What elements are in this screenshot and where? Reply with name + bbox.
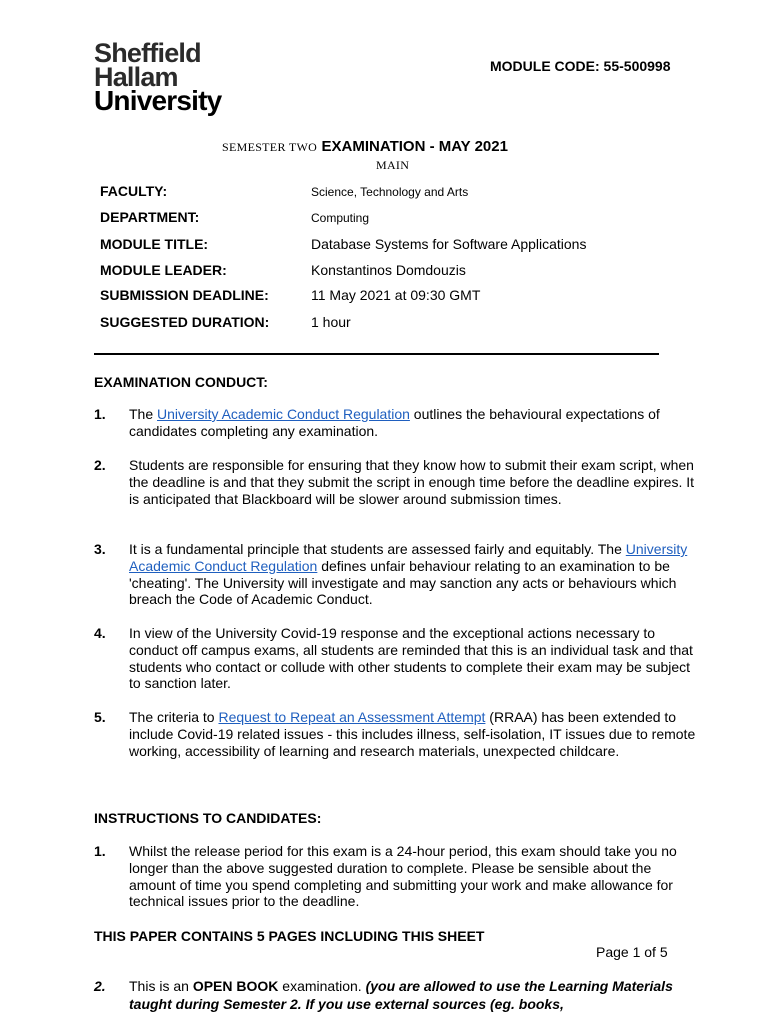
conduct-item-2-number: 2. [94, 457, 106, 473]
conduct-item-4-number: 4. [94, 625, 106, 641]
logo-line-sheffield: Sheffield [94, 38, 201, 68]
conduct-item-5-pre: The criteria to [129, 709, 219, 725]
exam-title: EXAMINATION - MAY 2021 [321, 138, 508, 155]
page-number: Page 1 of 5 [596, 944, 668, 960]
deadline-value: 11 May 2021 at 09:30 GMT [311, 287, 481, 303]
department-label: DEPARTMENT: [100, 209, 200, 225]
conduct-item-1-pre: The [129, 406, 158, 422]
instruction-item-1-text: Whilst the release period for this exam is a 24-hour period, this exam should take you no longer than the above suggested duration to complete. Please be sensible about the amount of time you spend completing and submitting your work and make allowance for technical issues prior to the deadline. [129, 843, 677, 910]
duration-value: 1 hour [311, 314, 351, 330]
deadline-label: SUBMISSION DEADLINE: [100, 287, 269, 303]
module-leader-value: Konstantinos Domdouzis [311, 262, 466, 278]
pages-note: THIS PAPER CONTAINS 5 PAGES INCLUDING THIS SHEET [94, 928, 485, 944]
duration-label: SUGGESTED DURATION: [100, 314, 270, 330]
conduct-item-5-text [129, 709, 699, 759]
conduct-section-title: EXAMINATION CONDUCT: [94, 374, 268, 390]
instruction-item-1-number: 1. [94, 843, 106, 859]
conduct-item-1-number: 1. [94, 406, 106, 422]
conduct-item-5-post: (RRAA) has been extended to include Covid-19 related issues - this includes illness, self-isolation, IT issues due to remote working, accessibility of learning and research materials, unexpected childcare. [129, 709, 696, 759]
instruction-item-2-number: 2. [94, 978, 106, 994]
module-title-label: MODULE TITLE: [100, 236, 209, 252]
instruction-item-2-pre: This is an [129, 978, 193, 994]
conduct-item-3-pre: It is a fundamental principle that students are assessed fairly and equitably. The [129, 541, 626, 557]
exam-title-line [222, 138, 508, 156]
faculty-value: Science, Technology and Arts [311, 185, 469, 199]
conduct-item-2-text: Students are responsible for ensuring that they know how to submit their exam script, when the deadline is and that they submit the script in enough time before the deadline expires. It is anticipated that Blackboard will be slower around submission times. [129, 457, 695, 507]
logo-line-hallam: Hallam [94, 62, 178, 92]
conduct-item-5-number: 5. [94, 709, 106, 725]
instruction-item-2-italic: (you are allowed to use the Learning Materials taught during Semester 2. If you use external sources (eg. books, [129, 978, 673, 1012]
university-logo [94, 38, 234, 116]
instructions-section-title: INSTRUCTIONS TO CANDIDATES: [94, 810, 322, 826]
faculty-label: FACULTY: [100, 183, 168, 199]
conduct-item-3-post: defines unfair behaviour relating to an examination to be 'cheating'. The University will investigate and may sanction any acts or behaviours which breach the Code of Academic Conduct. [129, 557, 677, 608]
module-title-value: Database Systems for Software Applications [311, 236, 587, 252]
conduct-item-3-number: 3. [94, 541, 106, 557]
instruction-item-2-mid: examination. [278, 978, 366, 994]
logo-line-university: University [94, 85, 222, 116]
department-value: Computing [311, 211, 370, 225]
conduct-item-1-text [129, 406, 699, 440]
section-divider [94, 353, 659, 355]
semester-label: SEMESTER TWO [222, 140, 318, 154]
rraa-link[interactable]: Request to Repeat an Assessment Attempt [218, 709, 486, 725]
exam-sitting: MAIN [376, 158, 410, 172]
academic-conduct-regulation-link-2[interactable]: University Academic Conduct Regulation [129, 541, 688, 574]
academic-conduct-regulation-link[interactable]: University Academic Conduct Regulation [157, 406, 410, 422]
module-leader-label: MODULE LEADER: [100, 262, 227, 278]
instruction-item-2-text [129, 977, 699, 1013]
module-code: MODULE CODE: 55-500998 [490, 58, 671, 74]
conduct-item-1-post: outlines the behavioural expectations of candidates completing any examination. [129, 406, 660, 439]
open-book-label: OPEN BOOK [192, 978, 279, 994]
conduct-item-3-text [129, 541, 699, 608]
conduct-item-4-text: In view of the University Covid-19 response and the exceptional actions necessary to conduct off campus exams, all students are reminded that this is an individual task and that students who contact or collude with other students to complete their exam may be subject to sanction later. [129, 625, 693, 692]
